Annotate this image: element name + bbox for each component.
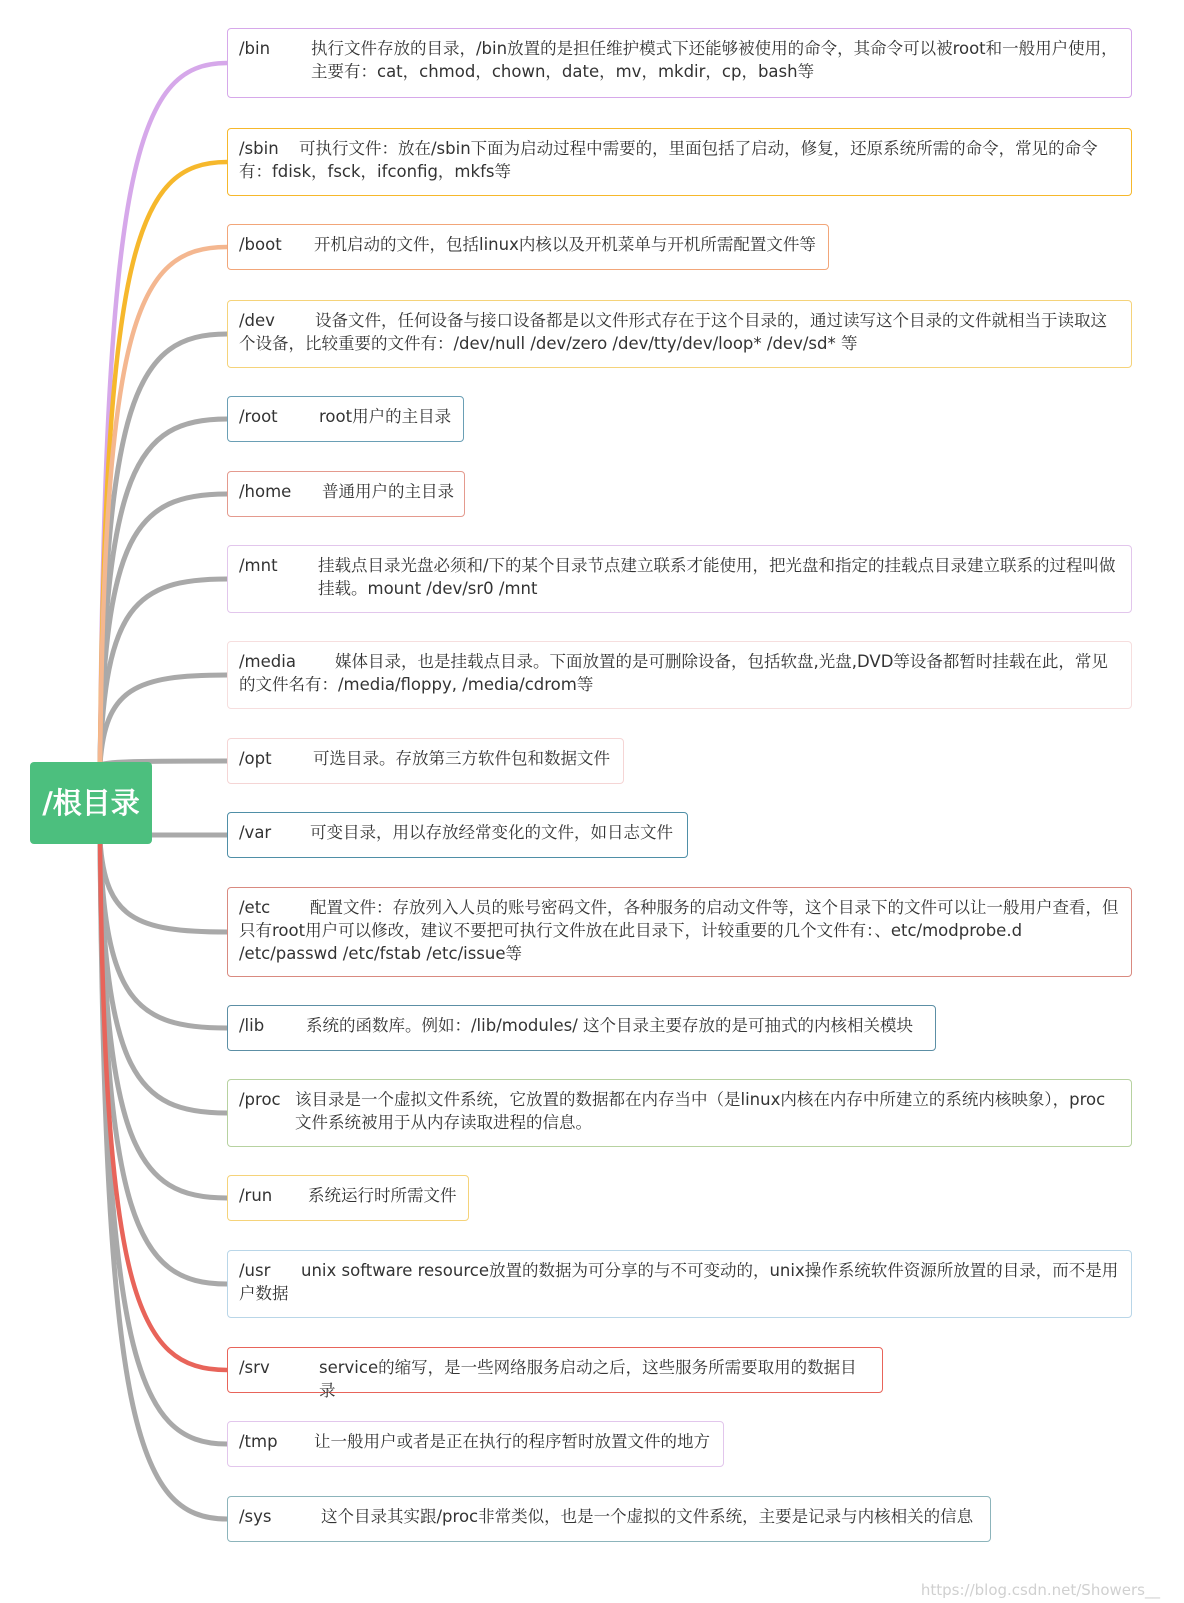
node-path: /run — [239, 1186, 273, 1205]
node-description: root用户的主目录 — [319, 407, 452, 426]
node-opt[interactable] — [227, 738, 624, 784]
branch-srv — [100, 840, 227, 1370]
node-path: /root — [239, 407, 278, 426]
node-path: /sbin — [239, 139, 279, 158]
root-node[interactable]: /根目录 — [30, 762, 152, 844]
node-path: /dev — [239, 311, 275, 330]
node-usr[interactable] — [227, 1250, 1132, 1318]
node-description: 设备文件，任何设备与接口设备都是以文件形式存在于这个目录的，通过读写这个目录的文件就相当于读取这个设备，比较重要的文件有：/dev/null /dev/zero /dev/tty/dev/loop* /dev/sd* 等 — [239, 311, 1107, 353]
node-root[interactable] — [227, 396, 464, 442]
node-path: /mnt — [239, 556, 278, 575]
node-path: /srv — [239, 1358, 270, 1377]
node-etc[interactable] — [227, 887, 1132, 977]
node-path: /proc — [239, 1090, 281, 1109]
node-sys[interactable] — [227, 1496, 991, 1542]
watermark: https://blog.csdn.net/Showers__ — [920, 1581, 1160, 1599]
node-description: 可变目录，用以存放经常变化的文件，如日志文件 — [310, 823, 673, 842]
node-description: 这个目录其实跟/proc非常类似，也是一个虚拟的文件系统，主要是记录与内核相关的信息 — [321, 1507, 974, 1526]
node-description: service的缩写，是一些网络服务启动之后，这些服务所需要取用的数据目录 — [319, 1358, 857, 1400]
branch-etc — [100, 840, 227, 932]
node-path: /etc — [239, 898, 271, 917]
node-boot[interactable] — [227, 224, 829, 270]
node-home[interactable] — [227, 471, 465, 517]
node-description: 配置文件：存放列入人员的账号密码文件，各种服务的启动文件等，这个目录下的文件可以让一般用户查看，但只有root用户可以修改，建议不要把可执行文件放在此目录下，计较重要的几个文件有：、etc/modprobe.d /etc/passwd /etc/fstab /etc/issue等 — [239, 898, 1119, 963]
node-description: 执行文件存放的目录，/bin放置的是担任维护模式下还能够被使用的命令，其命令可以被root和一般用户使用，主要有：cat，chmod，chown，date，mv，mkdir，cp，bash等 — [311, 39, 1118, 81]
node-description: 该目录是一个虚拟文件系统，它放置的数据都在内存当中（是linux内核在内存中所建立的系统内核映象），proc文件系统被用于从内存读取进程的信息。 — [295, 1090, 1106, 1132]
branch-mnt — [100, 579, 227, 765]
node-path: /sys — [239, 1507, 272, 1526]
node-description: 可选目录。存放第三方软件包和数据文件 — [313, 749, 610, 768]
node-run[interactable] — [227, 1175, 469, 1221]
node-path: /var — [239, 823, 272, 842]
node-var[interactable] — [227, 812, 688, 858]
node-description: unix software resource放置的数据为可分享的与不可变动的，unix操作系统软件资源所放置的目录，而不是用户数据 — [239, 1261, 1119, 1303]
node-sbin[interactable] — [227, 128, 1132, 196]
node-proc[interactable] — [227, 1079, 1132, 1147]
node-path: /media — [239, 652, 296, 671]
node-mnt[interactable] — [227, 545, 1132, 613]
node-media[interactable] — [227, 641, 1132, 709]
node-bin[interactable] — [227, 28, 1132, 98]
node-path: /tmp — [239, 1432, 278, 1451]
branch-media — [100, 675, 227, 765]
node-path: /lib — [239, 1016, 265, 1035]
node-dev[interactable] — [227, 300, 1132, 368]
node-description: 挂载点目录光盘必须和/下的某个目录节点建立联系才能使用，把光盘和指定的挂载点目录建立联系的过程叫做挂载。mount /dev/sr0 /mnt — [318, 556, 1116, 598]
node-lib[interactable] — [227, 1005, 936, 1051]
node-description: 开机启动的文件，包括linux内核以及开机菜单与开机所需配置文件等 — [314, 235, 816, 254]
node-path: /boot — [239, 235, 282, 254]
node-path: /bin — [239, 39, 271, 58]
node-path: /usr — [239, 1261, 271, 1280]
node-path: /opt — [239, 749, 272, 768]
node-description: 系统运行时所需文件 — [308, 1186, 457, 1205]
node-tmp[interactable] — [227, 1421, 724, 1467]
node-description: 可执行文件：放在/sbin下面为启动过程中需要的，里面包括了启动，修复，还原系统所需的命令，常见的命令有：fdisk，fsck，ifconfig，mkfs等 — [239, 139, 1098, 181]
node-path: /home — [239, 482, 292, 501]
node-srv[interactable] — [227, 1347, 883, 1400]
node-description: 媒体目录，也是挂载点目录。下面放置的是可删除设备，包括软盘,光盘,DVD等设备都暂时挂载在此，常见的文件名有：/media/floppy, /media/cdrom等 — [239, 652, 1108, 694]
node-description: 系统的函数库。例如：/lib/modules/ 这个目录主要存放的是可抽式的内核相关模块 — [306, 1016, 913, 1035]
node-description: 让一般用户或者是正在执行的程序暂时放置文件的地方 — [314, 1432, 710, 1451]
node-description: 普通用户的主目录 — [322, 482, 454, 501]
